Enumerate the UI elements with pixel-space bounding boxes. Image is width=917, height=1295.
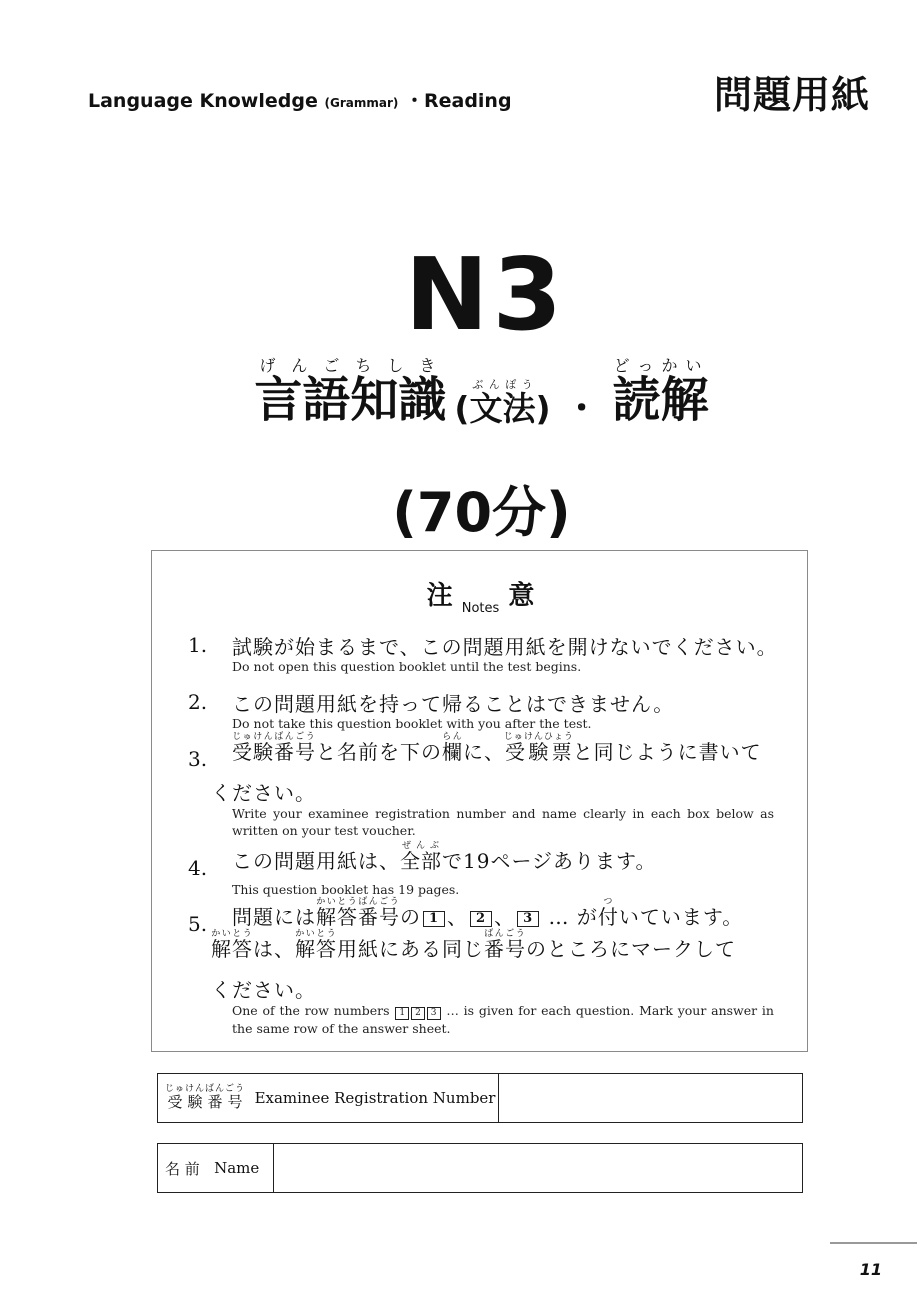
row-number-box: 2 (470, 911, 492, 927)
note-number: 1. (188, 633, 208, 657)
notes-box (151, 550, 808, 1052)
note-jp-continued: ください。 (211, 978, 316, 1002)
header-subject-main: Language Knowledge (88, 90, 318, 112)
note-en: One of the row numbers 1 2 3 … is given for each question. Mark your answer in the same row of the answer sheet. (232, 1003, 774, 1036)
note-jp: 受験番号じゅけんばんごうと名前を下の欄らんに、受験票じゅけんひょうと同じように書いて (232, 732, 762, 764)
note-jp: 問題には解答番号かいとうばんごうの 1 、 2 、 3 … が付ついています。 (232, 897, 744, 929)
subject-title (0, 356, 917, 430)
notes-heading (152, 575, 809, 616)
note-en: Write your examinee registration number and name clearly in each box below as written on your test voucher. (232, 806, 774, 838)
row-number-box: 1 (423, 911, 445, 927)
notes-heading-a: 注 (426, 581, 453, 611)
note-number: 5. (188, 912, 208, 936)
name-input[interactable] (274, 1144, 802, 1192)
name-field (157, 1143, 803, 1193)
test-duration: (70分) (392, 481, 571, 544)
header-subject-sep: ・ (404, 90, 424, 112)
note-en: Do not open this question booklet until the test begins. (232, 659, 582, 674)
note-en: Do not take this question booklet with you after the test. (232, 716, 592, 731)
row-number-box: 3 (517, 911, 539, 927)
note-jp: この問題用紙を持って帰ることはできません。 (232, 692, 675, 716)
subject-word-1: 言語げんご (254, 356, 351, 428)
notes-heading-b: 意 (508, 581, 535, 611)
note-jp: 試験が始まるまで、この問題用紙を開けないでください。 (232, 635, 778, 659)
note-en: This question booklet has 19 pages. (232, 882, 460, 897)
row-number-box: 2 (411, 1007, 425, 1020)
name-label: 名 前 Name (158, 1144, 274, 1192)
page-number: 11 (859, 1260, 882, 1279)
examinee-number-input[interactable] (499, 1074, 802, 1122)
header-booklet-label: 問題用紙 (714, 73, 871, 117)
subject-word-2: 知識ちしき (350, 356, 447, 428)
note-jp: この問題用紙は、全部ぜんぶで19ページあります。 (232, 841, 657, 873)
examinee-number-field (157, 1073, 803, 1123)
footer-rule (830, 1242, 917, 1244)
subject-sep: ・ (564, 389, 599, 429)
row-number-box: 1 (395, 1007, 409, 1020)
notes-heading-en: Notes (461, 601, 500, 616)
note-number: 3. (188, 747, 208, 771)
note-number: 4. (188, 856, 208, 880)
header-subject (88, 86, 512, 113)
test-level: N3 (404, 236, 567, 353)
subject-paren-group: (文法ぶんぽう) (454, 378, 551, 428)
subject-word-4: 読解どっかい (612, 356, 709, 428)
examinee-number-label: 受験番号じゅけんばんごう Examinee Registration Number (158, 1074, 499, 1122)
note-number: 2. (188, 690, 208, 714)
note-jp-continued: ください。 (211, 781, 316, 805)
row-number-box: 3 (427, 1007, 441, 1020)
header-subject-paren: (Grammar) (324, 96, 399, 110)
note-jp-continued: 解答かいとうは、解答かいとう用紙にある同じ番号ばんごうのところにマークして (211, 929, 736, 961)
header-subject-tail: Reading (423, 90, 512, 112)
